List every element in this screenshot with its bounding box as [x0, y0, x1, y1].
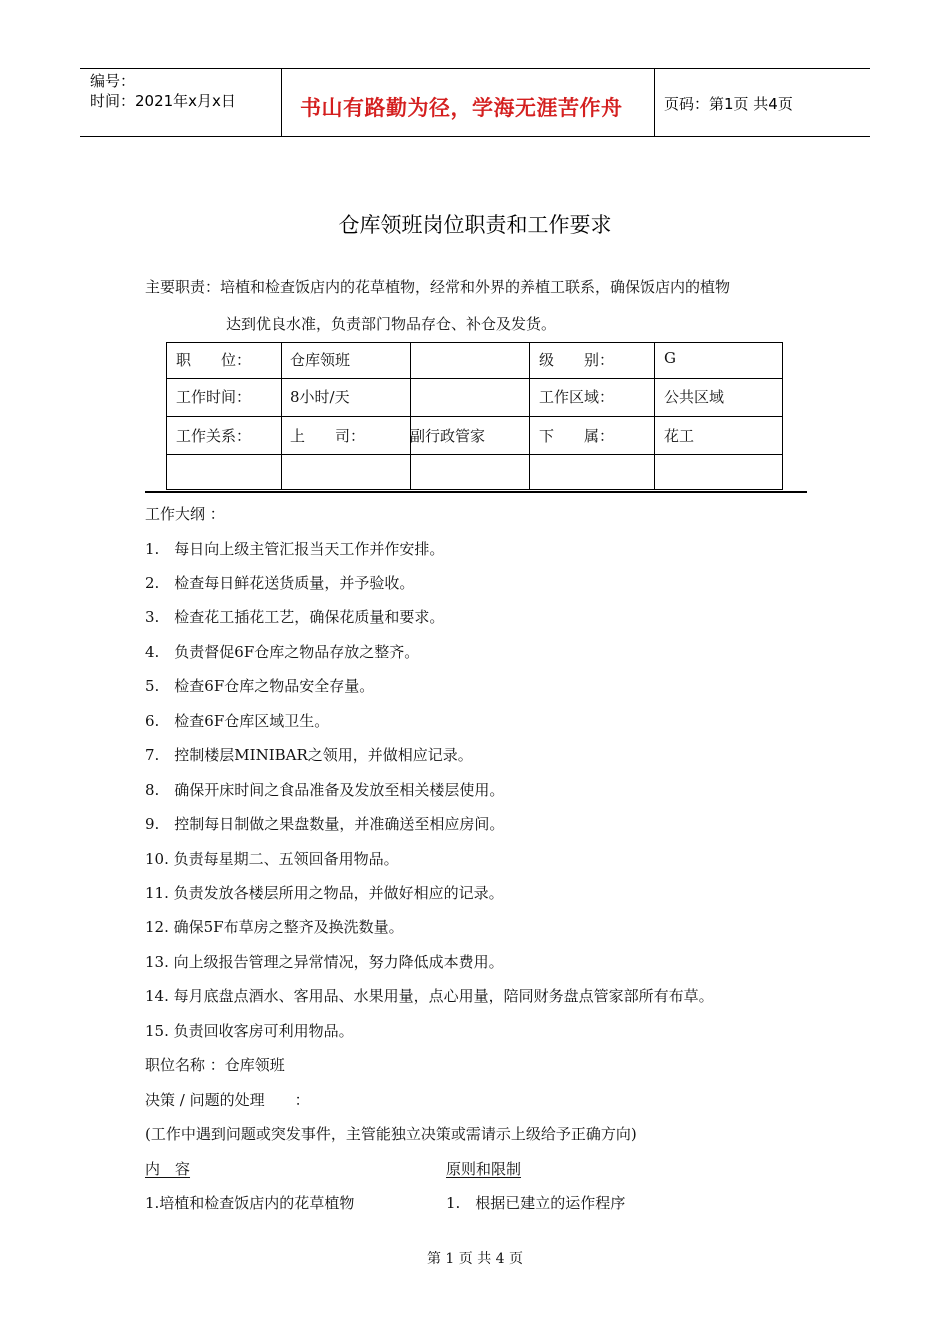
- outline-item: 13. 向上级报告管理之异常情况，努力降低成本费用。: [145, 953, 504, 971]
- header-number: 编号：: [90, 72, 136, 90]
- duties-line-1: 主要职责：培植和检查饭店内的花草植物，经常和外界的养植工联系，确保饭店内的植物: [145, 278, 731, 296]
- outline-item: 2. 检查每日鲜花送货质量，并予验收。: [145, 574, 415, 592]
- table-cell-level-label: 级 别：: [539, 351, 615, 369]
- outline-item: 12. 确保5F布草房之整齐及换洗数量。: [145, 918, 404, 936]
- outline-item: 1. 每日向上级主管汇报当天工作并作安排。: [145, 540, 445, 558]
- outline-item: 15. 负责回收客房可利用物品。: [145, 1022, 354, 1040]
- header-bottom-rule: [80, 136, 870, 137]
- outline-item: 14. 每月底盘点酒水、客用品、水果用量，点心用量，陪同财务盘点管家部所有布草。: [145, 987, 714, 1005]
- header-divider-right: [654, 68, 655, 136]
- table-cell-position-value: 仓库领班: [290, 351, 351, 369]
- table-cell-area-value: 公共区域: [664, 388, 725, 406]
- outline-item: 3. 检查花工插花工艺，确保花质量和要求。: [145, 608, 445, 626]
- header-divider-left: [281, 68, 282, 136]
- document-title: 仓库领班岗位职责和工作要求: [338, 213, 612, 237]
- table-row-divider: [166, 378, 783, 379]
- table-cell-level-value: G: [664, 349, 676, 367]
- table-cell-relation-label: 工作关系：: [176, 427, 252, 445]
- outline-item: 6. 检查6F仓库区域卫生。: [145, 712, 330, 730]
- header-motto: 书山有路勤为径，学海无涯苦作舟: [300, 96, 623, 120]
- table-cell-subordinate-label: 下 属：: [539, 427, 615, 445]
- content-column-heading: 内 容: [145, 1160, 191, 1178]
- content-item: 1.培植和检查饭店内的花草植物: [145, 1194, 355, 1212]
- outline-item: 10. 负责每星期二、五领回备用物品。: [145, 850, 399, 868]
- outline-item: 9. 控制每日制做之果盘数量，并准确送至相应房间。: [145, 815, 505, 833]
- table-bottom-rule: [145, 491, 807, 493]
- table-cell-superior-value: 副行政管家: [410, 427, 486, 445]
- principle-column-heading: 原则和限制: [446, 1160, 522, 1178]
- table-row-divider: [166, 416, 783, 417]
- principle-item: 1. 根据已建立的运作程序: [446, 1194, 626, 1212]
- table-row-divider: [166, 454, 783, 455]
- table-cell-position-label: 职 位：: [176, 351, 252, 369]
- table-cell-superior-label: 上 司：: [290, 427, 366, 445]
- outline-heading: 工作大纲 ：: [145, 505, 225, 523]
- position-name: 职位名称 ：仓库领班: [145, 1056, 285, 1074]
- page-footer: 第 1 页 共 4 页: [426, 1251, 524, 1267]
- decision-heading: 决策 / 问题的处理 ：: [145, 1091, 310, 1109]
- decision-note: (工作中遇到问题或突发事件，主管能独立决策或需请示上级给予正确方向): [145, 1125, 637, 1143]
- duties-line-2: 达到优良水准，负责部门物品存仓、补仓及发货。: [226, 315, 557, 333]
- table-cell-hours-value: 8小时/天: [290, 388, 350, 406]
- outline-item: 4. 负责督促6F仓库之物品存放之整齐。: [145, 643, 420, 661]
- outline-item: 5. 检查6F仓库之物品安全存量。: [145, 677, 375, 695]
- table-cell-subordinate-value: 花工: [664, 427, 695, 445]
- table-cell-area-label: 工作区域：: [539, 388, 615, 406]
- header-time: 时间：2021年x月x日: [90, 92, 236, 110]
- outline-item: 11. 负责发放各楼层所用之物品，并做好相应的记录。: [145, 884, 504, 902]
- header-top-rule: [80, 68, 870, 69]
- outline-item: 8. 确保开床时间之食品准备及发放至相关楼层使用。: [145, 781, 505, 799]
- outline-item: 7. 控制楼层MINIBAR之领用，并做相应记录。: [145, 746, 473, 764]
- table-cell-hours-label: 工作时间：: [176, 388, 252, 406]
- header-page-info: 页码：第1页 共4页: [664, 95, 793, 113]
